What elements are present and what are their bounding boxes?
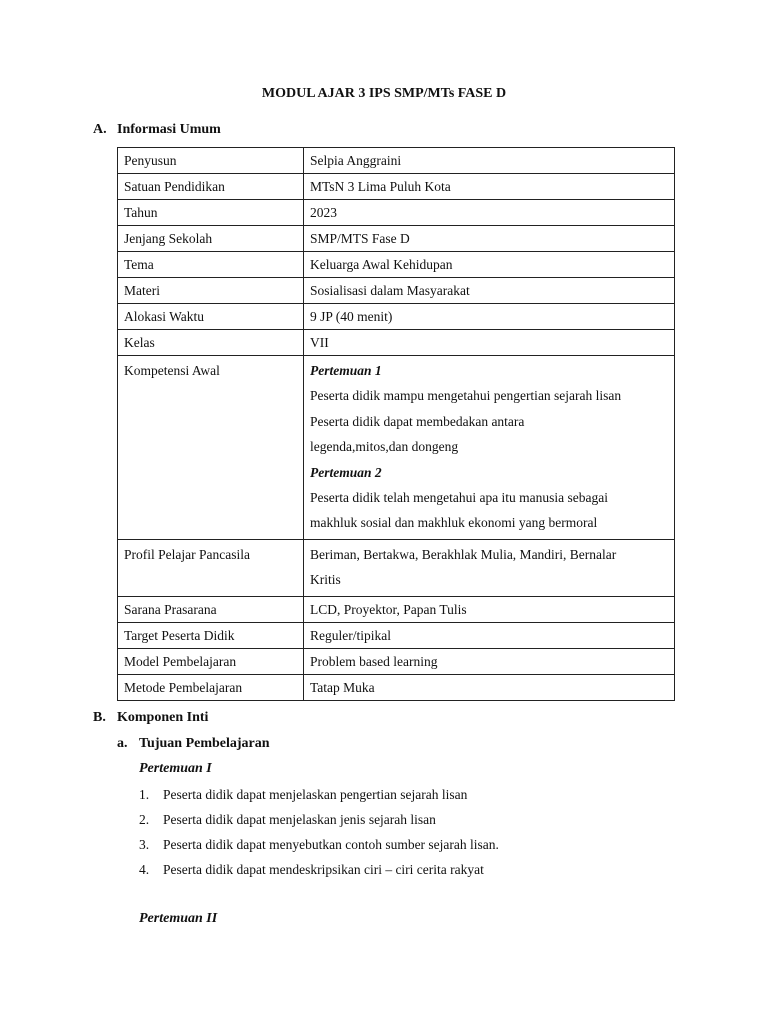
section-a-number: A.: [93, 122, 107, 137]
row-value: 2023: [304, 200, 675, 226]
table-row: [118, 200, 675, 226]
table-row: [118, 148, 675, 174]
table-row: [118, 648, 675, 674]
row-key: Sarana Prasarana: [118, 596, 304, 622]
row-key: [118, 356, 304, 540]
table-row: [118, 330, 675, 356]
row-key: [118, 539, 304, 596]
goals-list: [139, 785, 499, 885]
row-key: Target Peserta Didik: [118, 622, 304, 648]
document-title: MODUL AJAR 3 IPS SMP/MTs FASE D: [261, 86, 507, 101]
kompetensi-line: makhluk sosial dan makhluk ekonomi yang bermoral: [310, 515, 598, 531]
section-b-number: B.: [93, 710, 106, 725]
goal-number: 2.: [139, 812, 150, 827]
row-key: Kelas: [118, 330, 304, 356]
meeting-1-label: Pertemuan 1: [310, 363, 382, 378]
kompetensi-line: legenda,mitos,dan dongeng: [310, 439, 459, 455]
row-value: Sosialisasi dalam Masyarakat: [304, 278, 675, 304]
subsection-a-label: Tujuan Pembelajaran: [139, 736, 270, 751]
table-row: [118, 252, 675, 278]
list-item: [139, 835, 499, 860]
meeting-i-label: Pertemuan I: [139, 761, 212, 776]
kompetensi-line: Peserta didik telah mengetahui apa itu manusia sebagai: [310, 490, 609, 506]
row-key: Materi: [118, 278, 304, 304]
row-value: SMP/MTS Fase D: [304, 226, 675, 252]
kompetensi-line: Peserta didik mampu mengetahui pengertian sejarah lisan: [310, 388, 622, 404]
meeting-2-label: Pertemuan 2: [310, 464, 382, 480]
row-value: Reguler/tipikal: [304, 622, 675, 648]
row-value: Problem based learning: [304, 648, 675, 674]
row-key: Tahun: [118, 200, 304, 226]
row-value: Tatap Muka: [304, 674, 675, 700]
table-row: [118, 304, 675, 330]
goal-number: 4.: [139, 862, 150, 877]
table-row-profil: [118, 539, 675, 596]
list-item: [139, 785, 499, 810]
section-b-heading: [93, 710, 208, 726]
row-key: Satuan Pendidikan: [118, 174, 304, 200]
row-key: Penyusun: [118, 148, 304, 174]
goal-text: Peserta didik dapat mendeskripsikan ciri – ciri cerita rakyat: [163, 862, 484, 877]
row-value: Selpia Anggraini: [304, 148, 675, 174]
row-value: MTsN 3 Lima Puluh Kota: [304, 174, 675, 200]
list-item: [139, 810, 499, 835]
row-value: VII: [304, 330, 675, 356]
info-table: [117, 147, 675, 701]
table-row: [118, 622, 675, 648]
goal-text: Peserta didik dapat menjelaskan jenis sejarah lisan: [163, 812, 436, 827]
goal-number: 3.: [139, 837, 150, 852]
profil-key: Profil Pelajar Pancasila: [124, 546, 250, 562]
goal-text: Peserta didik dapat menyebutkan contoh sumber sejarah lisan.: [163, 837, 499, 852]
row-value: Keluarga Awal Kehidupan: [304, 252, 675, 278]
section-a-label: Informasi Umum: [117, 122, 221, 137]
row-key: Jenjang Sekolah: [118, 226, 304, 252]
subsection-a-number: a.: [117, 736, 128, 751]
table-row: [118, 278, 675, 304]
row-value: LCD, Proyektor, Papan Tulis: [304, 596, 675, 622]
row-value: 9 JP (40 menit): [304, 304, 675, 330]
goal-text: Peserta didik dapat menjelaskan pengertian sejarah lisan: [163, 787, 468, 802]
table-row: [118, 596, 675, 622]
profil-line: Kritis: [310, 572, 341, 588]
kompetensi-key: Kompetensi Awal: [124, 363, 220, 378]
table-row: [118, 226, 675, 252]
profil-value: [304, 539, 675, 596]
section-b-label: Komponen Inti: [117, 710, 209, 725]
subsection-a-heading: [117, 736, 270, 752]
section-a-heading: [93, 122, 221, 138]
meeting-ii-label: Pertemuan II: [139, 911, 218, 926]
table-row-kompetensi: [118, 356, 675, 540]
goal-number: 1.: [139, 787, 150, 802]
kompetensi-line: Peserta didik dapat membedakan antara: [310, 413, 525, 429]
row-key: Metode Pembelajaran: [118, 674, 304, 700]
kompetensi-value: [304, 356, 675, 540]
table-row: [118, 674, 675, 700]
profil-line: Beriman, Bertakwa, Berakhlak Mulia, Mandiri, Bernalar: [310, 546, 617, 562]
row-key: Tema: [118, 252, 304, 278]
list-item: [139, 860, 499, 885]
table-row: [118, 174, 675, 200]
row-key: Alokasi Waktu: [118, 304, 304, 330]
row-key: Model Pembelajaran: [118, 648, 304, 674]
